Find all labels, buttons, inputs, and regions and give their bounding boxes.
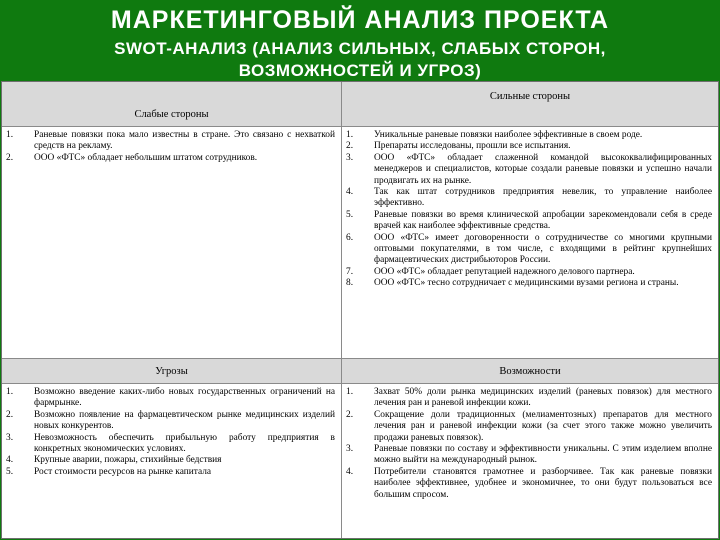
strengths-item-text: ООО «ФТС» обладает слаженной командой высококвалифицированных менеджеров и специалистов, которые создали раневые повязки и успешно начали продвигать их на рынке. (374, 152, 712, 186)
threats-item-number: 4. (6, 455, 14, 466)
strengths-item-text: ООО «ФТС» тесно сотрудничает с медицинскими вузами региона и страны. (374, 278, 679, 289)
subtitle-line-1: SWOT-АНАЛИЗ (АНАЛИЗ СИЛЬНЫХ, СЛАБЫХ СТОРОН, (114, 39, 606, 58)
threats-list (2, 387, 335, 478)
opportunities-list (342, 387, 712, 501)
strengths-item (342, 187, 712, 210)
weaknesses-list (2, 130, 335, 164)
threats-header-label: Угрозы (155, 365, 188, 377)
weaknesses-item-number: 2. (6, 152, 14, 163)
opportunities-item-text: Сокращение доли традиционных (мелиаментозных) препаратов для местного лечения ран и раневой инфекции кожи (за счет этого также можно увеличить продажи раневых повязок). (374, 409, 712, 443)
strengths-item (342, 210, 712, 233)
weaknesses-header (2, 82, 341, 126)
opportunities-header (342, 359, 718, 383)
strengths-item-number: 6. (346, 232, 354, 243)
strengths-item-text: Раневые повязки во время клинической апробации зарекомендовали себя в среде врачей как наиболее эффективные средства. (374, 209, 712, 232)
strengths-item-number: 2. (346, 141, 354, 152)
strengths-item-number: 4. (346, 187, 354, 198)
strengths-item-text: ООО «ФТС» обладает репутацией надежного делового партнера. (374, 266, 635, 277)
threats-item (2, 410, 335, 433)
strengths-item (342, 278, 712, 289)
opportunities-item-number: 2. (346, 409, 354, 420)
swot-table (1, 81, 719, 539)
weaknesses-item-number: 1. (6, 130, 14, 140)
strengths-item (342, 267, 712, 278)
threats-item (2, 387, 335, 410)
strengths-item (342, 141, 712, 152)
threats-item-text: Возможно появление на фармацевтическом рынке медицинских изделий новых конкурентов. (34, 409, 335, 432)
divider (2, 126, 718, 127)
opportunities-item-number: 4. (346, 466, 354, 477)
strengths-item-text: Так как штат сотрудников предприятия невелик, то управление наиболее эффективно. (374, 187, 712, 209)
opportunities-item (342, 387, 712, 410)
opportunities-item (342, 444, 712, 467)
strengths-item (342, 153, 712, 187)
weaknesses-item (2, 130, 335, 153)
opportunities-item (342, 467, 712, 501)
weaknesses-cell (2, 130, 335, 164)
weaknesses-item-text: ООО «ФТС» обладает небольшим штатом сотрудников. (34, 152, 258, 163)
opportunities-cell (342, 387, 712, 501)
threats-item-text: Невозможность обеспечить прибыльную работу предприятия в конкретных экономических условиях. (34, 432, 335, 455)
strengths-item-number: 5. (346, 209, 354, 220)
threats-item-number: 5. (6, 466, 14, 477)
weaknesses-item (2, 153, 335, 164)
opportunities-header-label: Возможности (499, 365, 561, 377)
opportunities-item-text: Раневые повязки по составу и эффективности уникальны. С этим изделием вполне можно выйти на международный рынок. (374, 444, 712, 466)
divider (2, 383, 718, 384)
strengths-item-text: Уникальные раневые повязки наиболее эффективные в своем роде. (374, 130, 643, 140)
threats-item (2, 467, 335, 478)
threats-header (2, 359, 341, 383)
strengths-item-number: 8. (346, 278, 354, 289)
opportunities-item-number: 3. (346, 444, 354, 455)
page-title: МАРКЕТИНГОВЫЙ АНАЛИЗ ПРОЕКТА (110, 6, 610, 34)
strengths-cell (342, 130, 712, 290)
threats-item-text: Рост стоимости ресурсов на рынке капитала (34, 466, 212, 477)
threats-item (2, 455, 335, 466)
threats-item-text: Крупные аварии, пожары, стихийные бедствия (34, 455, 222, 466)
strengths-item-number: 1. (346, 130, 354, 140)
weaknesses-item-text: Раневые повязки пока мало известны в стране. Это связано с нехваткой средств на рекламу. (34, 130, 335, 152)
threats-item-number: 3. (6, 432, 14, 443)
threats-item-text: Возможно введение каких-либо новых государственных ограничений на фармрынке. (34, 387, 335, 409)
threats-item-number: 1. (6, 387, 14, 397)
strengths-item-number: 3. (346, 152, 354, 163)
strengths-item-text: ООО «ФТС» имеет договоренности о сотрудничестве со многими крупными оптовыми покупателями, в том числе, с входящими в рейтинг крупнейших фармацевтических дистрибьюторов России. (374, 232, 712, 266)
threats-item (2, 433, 335, 456)
strengths-list (342, 130, 712, 290)
strengths-item-text: Препараты исследованы, прошли все испытания. (374, 141, 571, 152)
strengths-item (342, 130, 712, 141)
strengths-item-number: 7. (346, 266, 354, 277)
opportunities-item-text: Захват 50% доли рынка медицинских изделий (раневых повязок) для местного лечения ран и раневой инфекции кожи. (374, 387, 712, 409)
column-divider (341, 82, 342, 538)
opportunities-item-number: 1. (346, 387, 354, 397)
opportunities-item (342, 410, 712, 444)
threats-cell (2, 387, 335, 478)
threats-item-number: 2. (6, 409, 14, 420)
strengths-header (342, 82, 718, 126)
strengths-item (342, 233, 712, 267)
strengths-header-label: Сильные стороны (489, 91, 571, 102)
opportunities-item-text: Потребители становятся грамотнее и разборчивее. Так как раневые повязки наиболее эффективнее, удобнее и экономичнее, то они будут пользоваться все большим спросом. (374, 466, 712, 500)
page-subtitle (0, 38, 720, 82)
subtitle-line-2: ВОЗМОЖНОСТЕЙ И УГРОЗ) (238, 61, 482, 80)
weaknesses-header-label: Слабые стороны (134, 109, 209, 120)
